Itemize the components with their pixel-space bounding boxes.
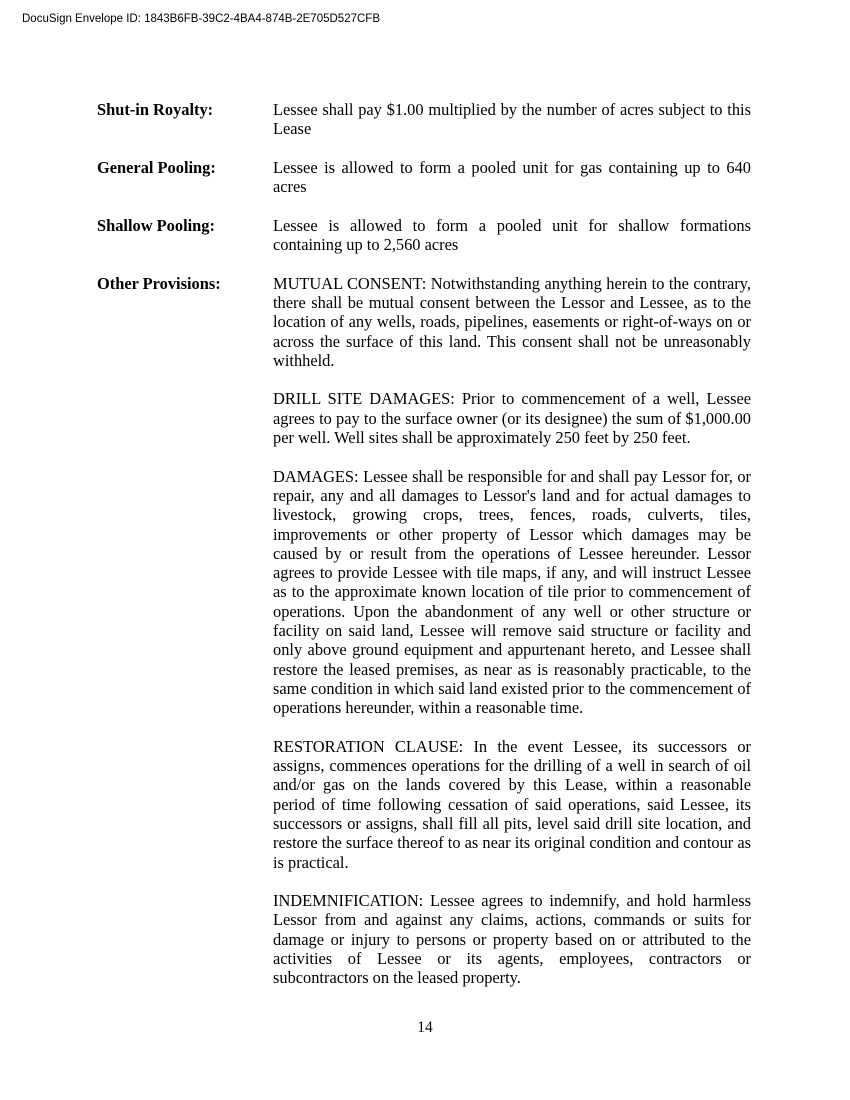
- paragraph-indemnification: INDEMNIFICATION: Lessee agrees to indemnify, and hold harmless Lessor from and against any claims, actions, commands or suits for damage or injury to persons or property based on or attributed to the activities of Lessee or its agents, employees, contractors or subcontractors on the leased property.: [273, 891, 751, 988]
- section-other-provisions: [97, 274, 751, 988]
- section-content: [273, 274, 751, 988]
- section-general-pooling: [97, 158, 751, 197]
- section-content: [273, 158, 751, 197]
- paragraph-damages: DAMAGES: Lessee shall be responsible for and shall pay Lessor for, or repair, any and all damages to Lessor's land and for actual damages to livestock, growing crops, trees, fences, roads, culverts, tiles, improvements or other property of Lessor which damages may be caused by or result from the operations of Lessee hereunder. Lessor agrees to provide Lessee with tile maps, if any, and will instruct Lessee as to the approximate known location of tile prior to commencement of operations. Upon the abandonment of any well or other structure or facility on said land, Lessee will remove said structure or facility and only above ground equipment and appurtenant hereto, and Lessee shall restore the leased premises, as near as is reasonably practicable, to the same condition in which said land existed prior to the commencement of operations hereunder, within a reasonable time.: [273, 466, 751, 718]
- section-shut-in-royalty: [97, 100, 751, 139]
- page-number: 14: [417, 1019, 433, 1036]
- section-content: [273, 100, 751, 139]
- lease-document-body: [97, 100, 751, 988]
- paragraph-drill-site-damages: DRILL SITE DAMAGES: Prior to commencement of a well, Lessee agrees to pay to the surface owner (or its designee) the sum of $1,000.00 per well. Well sites shall be approximately 250 feet by 250 feet.: [273, 389, 751, 448]
- paragraph-shallow-pooling: Lessee is allowed to form a pooled unit for shallow formations containing up to 2,560 acres: [273, 215, 751, 255]
- section-label-other-provisions: Other Provisions:: [97, 273, 221, 293]
- section-label-shut-in-royalty: Shut-in Royalty:: [97, 100, 214, 119]
- paragraph-general-pooling: Lessee is allowed to form a pooled unit for gas containing up to 640 acres: [273, 157, 751, 197]
- section-content: [273, 216, 751, 255]
- paragraph-shut-in-royalty: Lessee shall pay $1.00 multiplied by the number of acres subject to this Lease: [273, 100, 751, 139]
- docusign-envelope-id: DocuSign Envelope ID: 1843B6FB-39C2-4BA4-874B-2E705D527CFB: [22, 13, 380, 25]
- section-label-shallow-pooling: Shallow Pooling:: [97, 215, 215, 235]
- paragraph-restoration-clause: RESTORATION CLAUSE: In the event Lessee, its successors or assigns, commences operations for the drilling of a well in search of oil and/or gas on the lands covered by this Lease, within a reasonable period of time following cessation of said operations, said Lessee, its successors or assigns, shall fill all pits, level said drill site location, and restore the surface thereof to as near its original condition and contour as is practical.: [273, 736, 751, 872]
- paragraph-mutual-consent: MUTUAL CONSENT: Notwithstanding anything herein to the contrary, there shall be mutual consent between the Lessor and Lessee, as to the location of any wells, roads, pipelines, easements or right-of-ways on or across the surface of this land. This consent shall not be unreasonably withheld.: [273, 273, 751, 370]
- section-label-general-pooling: General Pooling:: [97, 157, 216, 177]
- section-shallow-pooling: [97, 216, 751, 255]
